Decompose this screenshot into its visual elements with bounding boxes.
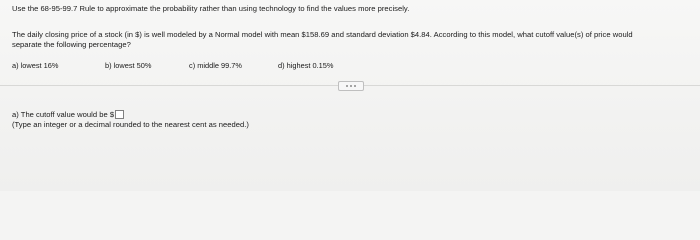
ellipsis-icon — [346, 85, 348, 87]
option-a: a) lowest 16% — [12, 61, 59, 70]
expand-more-button[interactable] — [338, 81, 364, 91]
question-text-line-2: separate the following percentage? — [12, 40, 131, 49]
option-c: c) middle 99.7% — [189, 61, 242, 70]
instruction-text: Use the 68-95-99.7 Rule to approximate the probability rather than using technology to find the values more precisely. — [12, 4, 410, 13]
answer-input[interactable] — [115, 110, 124, 119]
answer-line — [12, 110, 124, 119]
question-text-line-1: The daily closing price of a stock (in $) is well modeled by a Normal model with mean $158.69 and standard deviation $4.84. According to this model, what cutoff value(s) of price would — [12, 30, 633, 39]
option-d: d) highest 0.15% — [278, 61, 334, 70]
answer-hint: (Type an integer or a decimal rounded to the nearest cent as needed.) — [12, 120, 249, 129]
options-row — [12, 61, 692, 71]
answer-prefix: a) The cutoff value would be $ — [12, 110, 115, 119]
ellipsis-icon — [350, 85, 352, 87]
ellipsis-icon — [354, 85, 356, 87]
option-b: b) lowest 50% — [105, 61, 152, 70]
